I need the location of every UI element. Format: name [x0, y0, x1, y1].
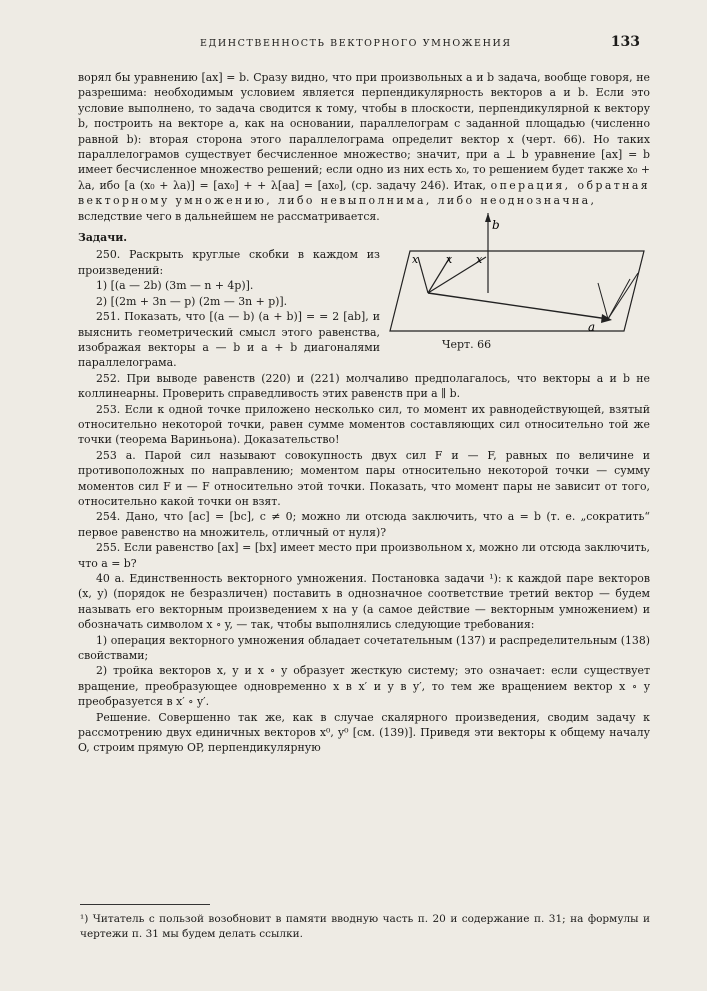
- problem-253: 253. Если к одной точке приложено несколько сил, то момент их равнодействующей, взятый относительно некоторой точки, равен сумме моментов составляющих сил относительно той же точки (теорема Вариньона). Доказательство!: [78, 402, 650, 447]
- figure-66: [388, 213, 650, 363]
- running-title: ЕДИНСТВЕННОСТЬ ВЕКТОРНОГО УМНОЖЕНИЯ: [200, 38, 512, 49]
- figure-66-drawing: [388, 213, 650, 337]
- footnote-rule: [80, 904, 210, 905]
- page-header: [80, 34, 640, 54]
- page-number: 133: [610, 34, 640, 50]
- label-b: b: [492, 217, 500, 232]
- label-x1: x: [412, 252, 419, 266]
- problem-250-item1: 1) [(a — 2b) (3m — n + 4p)].: [96, 279, 254, 293]
- intro-paragraph: ворял бы уравнению [ax] = b. Сразу видно, что при произвольных a и b задача, вообще говоря, не разрешима: необходимым условием является перпендикулярность векторов a и b. Если это условие выполнено, то задача сводится к тому, чтобы в плоскости, перпендикулярной к вектору b, построить на векторе a, как на основании, параллелограм с заданной площадью (численно равной b): вторая сторона этого параллелограма определит вектор x (черт. 66). Но таких параллелограмов существует бесчисленное множество; значит, при a ⊥ b уравнение [ax] = b имеет бесчисленное множество решений; если одно из них есть x₀, то решением будет также x₀ + λa, ибо [a (x₀ + λa)] = [ax₀] + + λ[aa] = [ax₀], (ср. задачу 246). Итак, операция, обратная векторному умножению, либо невыполнима, либо неоднозначна,: [78, 71, 650, 208]
- label-x2: x: [446, 252, 453, 266]
- requirement-1: 1) операция векторного умножения обладает сочетательным (137) и распределительным (138) свойствами;: [78, 633, 650, 663]
- footnote: ¹) Читатель с пользой возобновит в памяти вводную часть п. 20 и содержание п. 31; на формулы и чертежи п. 31 мы будем делать ссылки.: [80, 913, 650, 940]
- problem-255: 255. Если равенство [ax] = [bx] имеет место при произвольном x, можно ли отсюда заключить, что a = b?: [78, 541, 650, 570]
- solution-paragraph: Решение. Совершенно так же, как в случае скалярного произведения, сводим задачу к рассмотрению двух единичных векторов x⁰, y⁰ [см. (139)]. Приведя эти векторы к общему началу O, строим прямую OP, перпендикулярную: [78, 710, 650, 755]
- problem-250: 250. Раскрыть круглые скобки в каждом из произведений:: [78, 248, 380, 277]
- problem-252: 252. При выводе равенств (220) и (221) молчаливо предполагалось, что векторы a и b не коллинеарны. Проверить справедливость этих равенств при a ∥ b.: [78, 371, 650, 401]
- after-statement: вследствие чего в дальнейшем не рассматривается.: [78, 209, 380, 223]
- problem-254: 254. Дано, что [ac] = [bc], c ≠ 0; можно ли отсюда заключить, что a = b (т. е. „сократить“ первое равенство на множитель, отличный от нуля)?: [78, 510, 650, 539]
- requirement-2: 2) тройка векторов x, y и x ∘ y образует жесткую систему; это означает: если существует вращение, преобразующее одновременно x в x′ и y в y′, то тем же вращением вектор x ∘ y преобразуется в x′ ∘ y′.: [78, 664, 650, 709]
- problem-253a: 253 a. Парой сил называют совокупность двух сил F и — F, равных по величине и противоположных по направлению; моментом пары относительно некоторой точки — сумму моментов сил F и — F относительно этой точки. Показать, что момент пары не зависит от того, относительно какой точки он взят.: [78, 448, 650, 508]
- problem-250-item2: 2) [(2m + 3n — p) (2m — 3n + p)].: [96, 294, 288, 308]
- label-a: a: [588, 319, 596, 334]
- label-x3: x: [476, 252, 483, 266]
- key-statement: операция, обратная векторному умножению, либо невыполнима, либо неоднозначна,: [78, 178, 650, 208]
- body-text: [78, 70, 650, 756]
- problems-heading: Задачи.: [78, 231, 128, 245]
- figure-caption: Черт. 66: [442, 337, 492, 351]
- section-40a: 40 a. Единственность векторного умножения. Постановка задачи ¹): к каждой паре векторов (x, y) (порядок не безразличен) поставить в однозначное соответствие третий вектор — будем называть его векторным произведением x на y (а самое действие — векторным умножением) и обозначать символом x ∘ y, — так, чтобы выполнялись следующие требования:: [78, 572, 650, 632]
- problem-251: 251. Показать, что [(a — b) (a + b)] = = 2 [ab], и выяснить геометрический смысл этого равенства, изображая векторы a — b и a + b диагоналями параллелограма.: [78, 310, 380, 370]
